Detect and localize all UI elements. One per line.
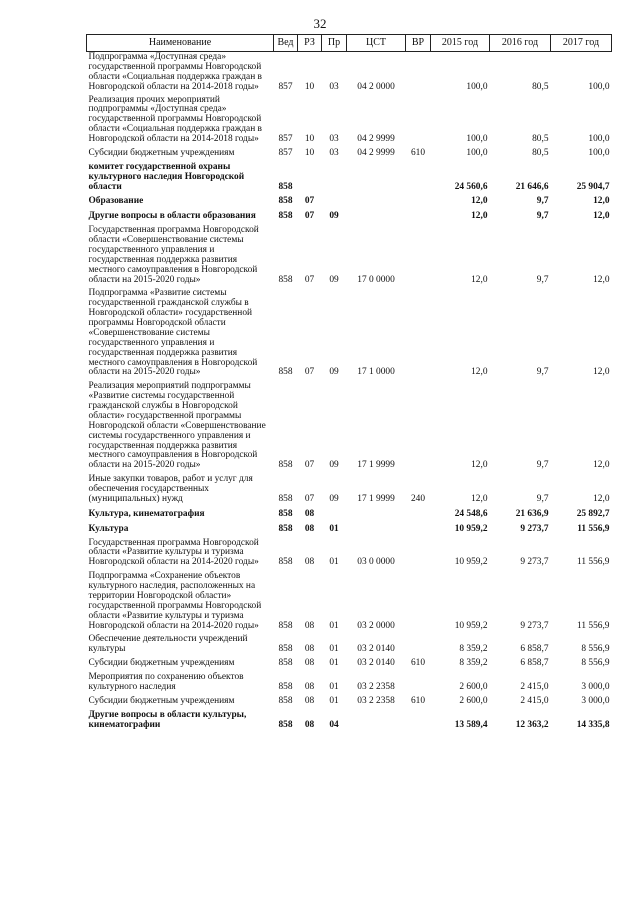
row-2016: 80,5	[532, 81, 549, 92]
row-cst: 17 1 9999	[357, 493, 395, 504]
table-row	[87, 147, 612, 161]
row-2015: 100,0	[466, 134, 488, 144]
row-2016: 6 858,7	[520, 644, 549, 655]
row-2016: 80,5	[532, 134, 549, 144]
row-name: Подпрограмма «Развитие системы государственной гражданской службы в Новгородской области» государственной программы Новгородской области «Совершенствование системы государственного управления и государственная поддержка развития местного самоуправления в Новгородской области на 2015-2020 годы»	[88, 288, 258, 378]
row-rz: 07	[304, 493, 315, 504]
row-rz: 10	[304, 134, 315, 144]
row-rz: 08	[304, 523, 315, 534]
row-2016: 80,5	[532, 147, 549, 158]
row-pr: 01	[329, 695, 339, 706]
row-ved: 858	[278, 557, 293, 568]
row-2017: 3 000,0	[581, 681, 610, 692]
row-pr	[322, 161, 347, 195]
row-pr: 03	[329, 134, 339, 144]
row-cst: 03 2 0000	[357, 620, 395, 631]
table-row	[87, 671, 612, 695]
row-vr	[406, 671, 431, 695]
row-vr	[406, 161, 431, 195]
row-2015: 8 359,2	[459, 644, 488, 655]
row-name: Культура	[88, 523, 129, 534]
row-rz: 07	[304, 460, 315, 471]
row-rz: 08	[304, 557, 315, 568]
row-rz: 07	[304, 196, 315, 207]
row-name: Субсидии бюджетным учреждениям	[88, 695, 235, 706]
row-ved: 858	[278, 681, 293, 692]
row-2016: 9,7	[536, 367, 549, 378]
row-ved: 858	[278, 508, 293, 519]
row-pr	[322, 194, 347, 209]
table-header-row	[87, 35, 612, 52]
row-2015: 12,0	[471, 274, 488, 285]
row-pr: 09	[329, 274, 339, 285]
row-vr	[406, 95, 431, 147]
row-rz: 08	[304, 658, 315, 669]
row-2017: 12,0	[593, 493, 610, 504]
row-name: Реализация мероприятий подпрограммы «Развитие системы государственной гражданской службы в Новгородской области» государственной программы Новгородской области «Совершенствование системы государственного управления и государственная поддержка развития местного самоуправления в Новгородской области на 2015-2020 годы»	[88, 381, 266, 471]
row-2016: 9,7	[536, 211, 549, 222]
row-rz: 08	[304, 719, 315, 730]
row-name: Культура, кинематография	[88, 508, 205, 519]
row-name: Подпрограмма «Сохранение объектов культурного наследия, расположенных на территории Новгородской области» государственной программы Новгородской области «Развитие культуры и туризма Новгородской области на 2014-2020 годы»	[88, 571, 262, 631]
row-2015: 10 959,2	[454, 557, 488, 568]
row-vr	[406, 570, 431, 633]
row-cst	[347, 194, 406, 209]
row-2015: 24 548,6	[454, 508, 488, 519]
row-ved: 858	[278, 367, 293, 378]
row-vr	[406, 209, 431, 224]
header-name: Наименование	[87, 35, 274, 52]
row-2017: 25 892,7	[576, 508, 610, 519]
row-cst: 17 1 0000	[357, 367, 395, 378]
row-name: Подпрограмма «Доступная среда» государственной программы Новгородской области «Социальная поддержка граждан в Новгородской области на 2014-2018 годы»	[88, 52, 262, 92]
row-2015: 10 959,2	[454, 523, 488, 534]
row-2015: 12,0	[471, 196, 488, 207]
row-2016: 9,7	[536, 274, 549, 285]
row-pr: 04	[329, 719, 339, 730]
row-vr	[406, 224, 431, 287]
row-rz	[298, 161, 322, 195]
row-cst	[347, 209, 406, 224]
row-pr: 01	[329, 620, 339, 631]
row-2017: 11 556,9	[577, 620, 610, 631]
row-pr: 03	[329, 147, 339, 158]
row-name: Государственная программа Новгородской области «Развитие культуры и туризма Новгородской области на 2014-2020 годы»	[88, 537, 259, 568]
row-cst: 04 2 9999	[357, 134, 395, 144]
row-rz: 08	[304, 644, 315, 655]
row-2015: 12,0	[471, 493, 488, 504]
row-2017: 12,0	[593, 460, 610, 471]
row-vr	[406, 522, 431, 537]
row-2017: 100,0	[588, 134, 610, 144]
row-name: Государственная программа Новгородской области «Совершенствование системы государственного управления и государственная поддержка развития местного самоуправления в Новгородской области на 2015-2020 годы»	[88, 225, 259, 285]
row-pr: 01	[329, 681, 339, 692]
row-pr: 09	[329, 460, 339, 471]
row-ved: 858	[278, 695, 293, 706]
row-pr: 09	[329, 211, 339, 222]
row-ved: 858	[278, 274, 293, 285]
row-2016: 2 415,0	[520, 681, 549, 692]
row-cst: 03 0 0000	[357, 557, 395, 568]
row-vr	[406, 380, 431, 473]
row-vr	[406, 633, 431, 657]
row-2016: 9,7	[536, 196, 549, 207]
row-2016: 9 273,7	[520, 557, 549, 568]
table-row	[87, 473, 612, 507]
row-2015: 13 589,4	[454, 719, 488, 730]
row-cst: 17 1 9999	[357, 460, 395, 471]
row-2015: 2 600,0	[459, 695, 488, 706]
row-cst: 04 2 9999	[357, 147, 395, 158]
row-name: комитет государственной охраны культурного наследия Новгородской области	[88, 161, 245, 192]
row-pr: 09	[329, 493, 339, 504]
header-cst: ЦСТ	[347, 35, 406, 52]
row-2017: 100,0	[588, 147, 610, 158]
row-vr: 240	[410, 493, 426, 504]
row-name: Другие вопросы в области образования	[88, 211, 256, 222]
row-rz: 10	[304, 81, 315, 92]
row-cst	[347, 522, 406, 537]
row-2015: 12,0	[471, 211, 488, 222]
header-pr: Пр	[322, 35, 347, 52]
table-row	[87, 380, 612, 473]
row-ved: 858	[278, 181, 293, 192]
row-2015: 10 959,2	[454, 620, 488, 631]
row-ved: 858	[278, 658, 293, 669]
table-row	[87, 522, 612, 537]
row-vr	[406, 287, 431, 380]
row-ved: 857	[278, 81, 293, 92]
row-pr: 01	[329, 658, 339, 669]
row-2017: 11 556,9	[577, 557, 610, 568]
table-row	[87, 194, 612, 209]
row-2015: 100,0	[466, 81, 488, 92]
table-row	[87, 709, 612, 733]
row-pr: 01	[329, 644, 339, 655]
row-2017: 12,0	[593, 367, 610, 378]
header-2015: 2015 год	[431, 35, 490, 52]
row-vr	[406, 709, 431, 733]
row-name: Другие вопросы в области культуры, кинематографии	[88, 709, 247, 730]
row-pr: 01	[329, 557, 339, 568]
row-2017: 3 000,0	[581, 695, 610, 706]
table-row	[87, 287, 612, 380]
row-ved: 858	[278, 523, 293, 534]
row-2016: 12 363,2	[515, 719, 549, 730]
row-vr	[406, 537, 431, 571]
row-2016: 9,7	[536, 460, 549, 471]
row-vr: 610	[410, 147, 426, 158]
table-row	[87, 224, 612, 287]
row-ved: 858	[278, 719, 293, 730]
row-2017: 12,0	[593, 196, 610, 207]
row-rz: 07	[304, 274, 315, 285]
row-rz: 08	[304, 620, 315, 631]
table-row	[87, 161, 612, 195]
row-cst: 03 2 0140	[357, 644, 395, 655]
table-row	[87, 209, 612, 224]
row-cst	[347, 161, 406, 195]
row-ved: 857	[278, 134, 293, 144]
row-name: Мероприятия по сохранению объектов культурного наследия	[88, 672, 244, 692]
row-2017: 25 904,7	[576, 181, 610, 192]
row-name: Образование	[88, 196, 144, 207]
header-vr: ВР	[406, 35, 431, 52]
row-2017: 11 556,9	[577, 523, 610, 534]
row-vr	[406, 194, 431, 209]
table-row	[87, 52, 612, 95]
row-2016: 9,7	[536, 493, 549, 504]
row-vr	[406, 507, 431, 522]
row-2017: 14 335,8	[576, 719, 610, 730]
row-2017: 8 556,9	[581, 658, 610, 669]
row-2016: 21 636,9	[515, 508, 549, 519]
row-pr	[322, 507, 347, 522]
row-2015: 2 600,0	[459, 681, 488, 692]
row-vr	[406, 52, 431, 95]
row-rz: 07	[304, 367, 315, 378]
header-2017: 2017 год	[551, 35, 612, 52]
table-row	[87, 537, 612, 571]
budget-table	[86, 34, 612, 732]
row-pr: 01	[329, 523, 339, 534]
header-ved: Вед	[274, 35, 298, 52]
row-rz: 08	[304, 695, 315, 706]
row-2015: 8 359,2	[459, 658, 488, 669]
table-row	[87, 95, 612, 147]
row-rz: 07	[304, 211, 315, 222]
table-row	[87, 570, 612, 633]
row-ved: 858	[278, 196, 293, 207]
row-2017: 100,0	[588, 81, 610, 92]
row-ved: 858	[278, 644, 293, 655]
row-pr: 03	[329, 81, 339, 92]
row-2015: 100,0	[466, 147, 488, 158]
row-cst	[347, 709, 406, 733]
row-name: Обеспечение деятельности учреждений культуры	[88, 634, 248, 655]
table-row	[87, 657, 612, 671]
row-2015: 12,0	[471, 460, 488, 471]
row-2016: 9 273,7	[520, 523, 549, 534]
row-cst: 03 2 0140	[357, 658, 395, 669]
row-cst: 03 2 2358	[357, 681, 395, 692]
row-2015: 12,0	[471, 367, 488, 378]
row-rz: 10	[304, 147, 315, 158]
row-2016: 21 646,6	[515, 181, 549, 192]
row-2017: 12,0	[593, 274, 610, 285]
row-cst	[347, 507, 406, 522]
row-vr: 610	[410, 658, 426, 669]
row-ved: 858	[278, 493, 293, 504]
row-cst: 17 0 0000	[357, 274, 395, 285]
row-2016: 2 415,0	[520, 695, 549, 706]
row-pr: 09	[329, 367, 339, 378]
row-name: Субсидии бюджетным учреждениям	[88, 658, 235, 669]
row-rz: 08	[304, 508, 315, 519]
row-cst: 04 2 0000	[357, 81, 395, 92]
page-number: 32	[313, 16, 327, 31]
row-2017: 12,0	[593, 211, 610, 222]
header-rz: РЗ	[298, 35, 322, 52]
row-name: Субсидии бюджетным учреждениям	[88, 147, 235, 158]
table-row	[87, 695, 612, 709]
row-rz: 08	[304, 681, 315, 692]
row-2015: 24 560,6	[454, 181, 488, 192]
table-row	[87, 633, 612, 657]
row-ved: 858	[278, 620, 293, 631]
row-name: Реализация прочих мероприятий подпрограммы «Доступная среда» государственной программы Новгородской области «Социальная поддержка граждан в Новгородской области на 2014-2018 годы»	[88, 94, 262, 144]
row-vr: 610	[410, 695, 426, 706]
row-ved: 858	[278, 211, 293, 222]
row-2016: 9 273,7	[520, 620, 549, 631]
row-2017: 8 556,9	[581, 644, 610, 655]
header-2016: 2016 год	[490, 35, 551, 52]
row-cst: 03 2 2358	[357, 695, 395, 706]
row-ved: 857	[278, 147, 293, 158]
row-ved: 858	[278, 460, 293, 471]
row-name: Иные закупки товаров, работ и услуг для обеспечения государственных (муниципальных) нужд	[88, 474, 253, 504]
row-2016: 6 858,7	[520, 658, 549, 669]
table-row	[87, 507, 612, 522]
